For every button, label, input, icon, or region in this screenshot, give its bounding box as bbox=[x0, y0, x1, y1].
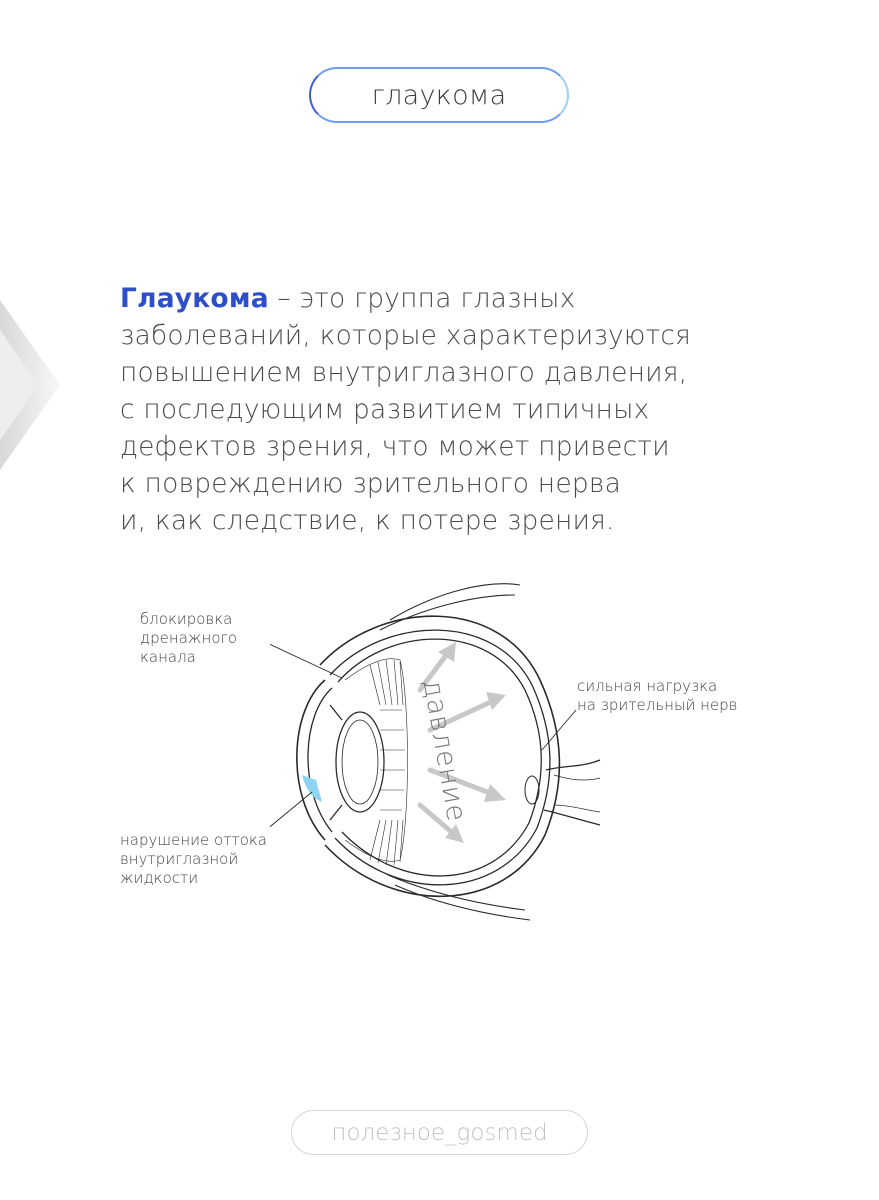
definition-line-6: к повреждению зрительного нерва bbox=[120, 468, 622, 499]
definition-line-7: и, как следствие, к потере зрения. bbox=[120, 505, 615, 536]
label-outflow-disruption: нарушение оттока внутриглазной жидкости bbox=[120, 831, 267, 887]
footer-tag: полезное_gosmed bbox=[291, 1110, 588, 1155]
label-drainage-block: блокировка дренажного канала bbox=[140, 610, 238, 666]
label-optic-nerve-load: сильная нагрузка на зрительный нерв bbox=[577, 677, 738, 714]
definition-line-3: повышением внутриглазного давления, bbox=[120, 357, 688, 388]
page-title: глаукома bbox=[309, 67, 569, 123]
definition-line-2: заболеваний, которые характеризуются bbox=[120, 320, 691, 351]
definition-text bbox=[120, 280, 860, 539]
definition-line-4: с последующим развитием типичных bbox=[120, 394, 650, 425]
definition-line-5: дефектов зрения, что может привести bbox=[120, 431, 670, 462]
side-chevron-decoration bbox=[0, 300, 70, 470]
definition-term: Глаукома bbox=[120, 283, 269, 314]
pressure-label: давление bbox=[416, 676, 473, 825]
definition-line-1: Глаукома – это группа глазных bbox=[120, 283, 576, 314]
